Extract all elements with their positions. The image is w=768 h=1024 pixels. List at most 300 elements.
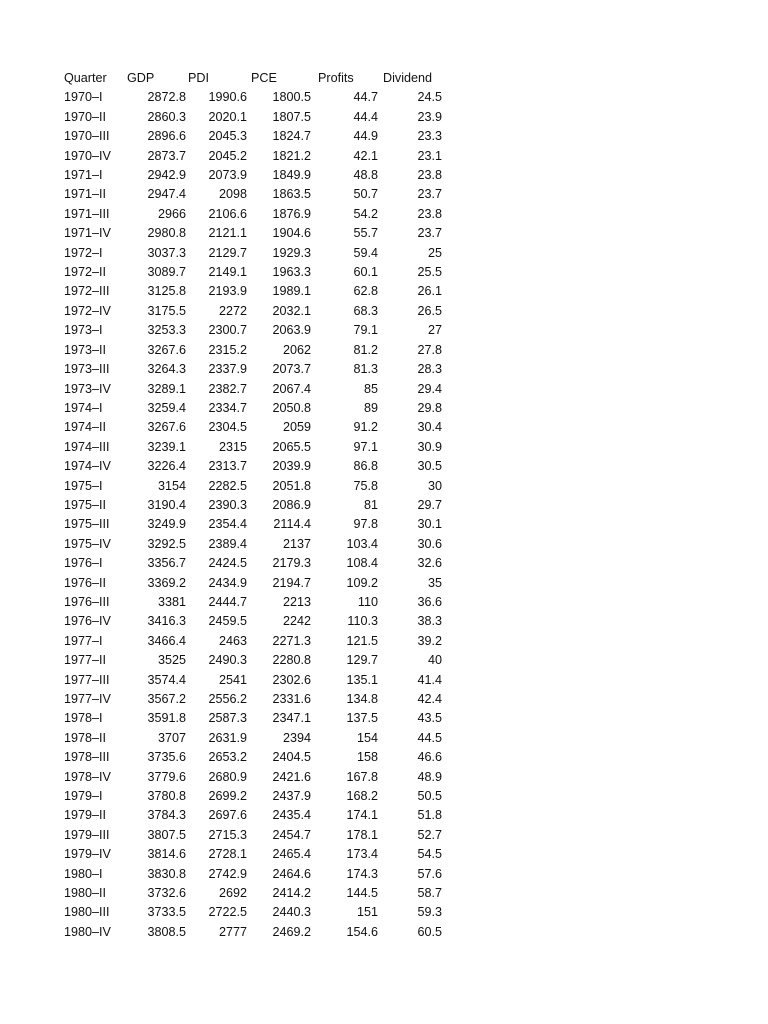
profits-cell: 154 [356, 730, 378, 745]
gdp-cell: 3525 [157, 653, 186, 668]
dividend-cell: 60.5 [417, 924, 442, 939]
pce-cell: 2394 [282, 730, 311, 745]
pce-cell: 2194.7 [272, 575, 311, 590]
pdi-cell: 2073.9 [208, 168, 247, 183]
pdi-cell: 2556.2 [208, 692, 247, 706]
profits-cell: 75.8 [353, 478, 378, 493]
dividend-cell: 30.5 [417, 459, 442, 474]
profits-cell: 158 [356, 750, 378, 765]
table-row [62, 845, 443, 864]
profits-cell: 103.4 [346, 536, 378, 551]
pce-cell: 1800.5 [272, 90, 311, 105]
dividend-cell: 23.7 [417, 187, 442, 202]
gdp-cell: 2860.3 [147, 109, 186, 124]
table-row [62, 748, 443, 767]
quarter-cell: 1975–IV [64, 536, 111, 551]
pce-cell: 2435.4 [272, 808, 311, 823]
pce-cell: 2051.8 [272, 478, 311, 493]
pdi-cell: 2680.9 [208, 769, 247, 784]
pce-cell: 2059 [282, 420, 311, 435]
pce-cell: 2242 [282, 614, 311, 629]
pce-cell: 2062 [282, 342, 311, 357]
pce-cell: 2464.6 [272, 866, 311, 881]
pdi-cell: 2315.2 [208, 342, 247, 357]
table-row [62, 768, 443, 787]
quarter-cell: 1978–IV [64, 769, 111, 784]
table-row [62, 418, 443, 437]
table-row [62, 457, 443, 476]
quarter-cell: 1973–IV [64, 381, 111, 396]
pce-cell: 1863.5 [272, 187, 311, 202]
gdp-cell: 3292.5 [147, 536, 186, 551]
pce-cell: 2302.6 [272, 672, 311, 687]
dividend-cell: 40 [427, 653, 442, 668]
pce-cell: 1824.7 [272, 129, 311, 144]
dividend-cell: 29.4 [417, 381, 442, 396]
gdp-cell: 3264.3 [147, 362, 186, 377]
quarter-cell: 1972–IV [64, 303, 111, 318]
pce-cell: 2440.3 [272, 905, 311, 920]
gdp-cell: 3735.6 [147, 750, 186, 765]
dividend-cell: 23.8 [417, 168, 442, 183]
pdi-cell: 2020.1 [208, 109, 247, 124]
profits-cell: 54.2 [353, 206, 378, 221]
dividend-cell: 23.1 [417, 148, 442, 163]
profits-cell: 144.5 [346, 886, 378, 901]
dividend-cell: 32.6 [417, 556, 442, 571]
pdi-cell: 2742.9 [208, 866, 247, 881]
pce-cell: 2114.4 [273, 517, 311, 532]
dividend-cell: 51.8 [417, 808, 442, 823]
header-pce: PCE [251, 71, 277, 85]
table-row [62, 923, 443, 942]
table-row [62, 632, 443, 651]
dividend-cell: 38.3 [417, 614, 442, 629]
pce-cell: 2421.6 [272, 769, 311, 784]
profits-cell: 85 [363, 381, 378, 396]
pce-cell: 2050.8 [272, 400, 311, 415]
pce-cell: 2465.4 [272, 847, 311, 862]
quarter-cell: 1972–II [64, 265, 107, 280]
quarter-cell: 1971–II [64, 187, 107, 202]
quarter-cell: 1971–IV [64, 226, 111, 241]
gdp-cell: 3253.3 [147, 323, 186, 338]
pce-cell: 1929.3 [272, 245, 311, 260]
pdi-cell: 2193.9 [208, 284, 247, 299]
dividend-cell: 59.3 [417, 905, 442, 920]
pce-cell: 1876.9 [272, 206, 311, 221]
pdi-cell: 2424.5 [208, 556, 247, 571]
table-row [62, 535, 443, 554]
profits-cell: 174.3 [346, 866, 378, 881]
table-row [62, 729, 443, 748]
header-row [62, 69, 443, 88]
profits-cell: 151 [356, 905, 378, 920]
dividend-cell: 57.6 [417, 866, 442, 881]
dividend-cell: 23.3 [417, 129, 442, 144]
gdp-cell: 3289.1 [147, 381, 186, 396]
profits-cell: 60.1 [353, 265, 378, 280]
gdp-cell: 3830.8 [147, 866, 186, 881]
profits-cell: 91.2 [353, 420, 378, 435]
table-row [62, 147, 443, 166]
profits-cell: 55.7 [353, 226, 378, 241]
table-row [62, 205, 443, 224]
pdi-cell: 2382.7 [208, 381, 247, 396]
quarter-cell: 1974–II [64, 420, 107, 435]
profits-cell: 97.8 [353, 517, 378, 532]
dividend-cell: 25 [427, 245, 442, 260]
profits-cell: 42.1 [353, 148, 378, 163]
pce-cell: 2032.1 [272, 303, 311, 318]
pdi-cell: 2337.9 [208, 362, 247, 377]
profits-cell: 50.7 [353, 187, 378, 202]
pdi-cell: 2434.9 [208, 575, 247, 590]
pce-cell: 2039.9 [272, 459, 311, 474]
gdp-cell: 3707 [157, 730, 186, 745]
quarter-cell: 1975–III [64, 517, 110, 532]
quarter-cell: 1978–II [64, 730, 107, 745]
header-dividend: Dividend [383, 71, 433, 85]
pce-cell: 2086.9 [272, 497, 311, 512]
quarter-cell: 1977–IV [64, 692, 111, 706]
pce-cell: 1821.2 [272, 148, 311, 163]
quarter-cell: 1976–III [64, 594, 110, 609]
dividend-cell: 43.5 [417, 711, 442, 726]
pdi-cell: 2315 [218, 439, 247, 454]
quarter-cell: 1979–I [64, 789, 103, 804]
quarter-cell: 1970–II [64, 109, 107, 124]
pdi-cell: 2459.5 [208, 614, 247, 629]
table-row [62, 127, 443, 146]
quarter-cell: 1974–I [64, 400, 103, 415]
gdp-cell: 2873.7 [147, 148, 186, 163]
table-row [62, 263, 443, 282]
pce-cell: 1807.5 [272, 109, 311, 124]
pdi-cell: 2129.7 [208, 245, 247, 260]
gdp-cell: 2942.9 [147, 168, 186, 183]
pdi-cell: 2699.2 [208, 789, 247, 804]
table-row [62, 612, 443, 631]
gdp-cell: 2980.8 [147, 226, 186, 241]
quarter-cell: 1975–I [64, 478, 103, 493]
profits-cell: 109.2 [346, 575, 378, 590]
pce-cell: 2213 [282, 594, 311, 609]
dividend-cell: 46.6 [417, 750, 442, 765]
quarter-cell: 1978–I [64, 711, 103, 726]
dividend-cell: 26.5 [417, 303, 442, 318]
table-row [62, 166, 443, 185]
gdp-cell: 3416.3 [147, 614, 186, 629]
header-pdi: PDI [188, 71, 209, 85]
dividend-cell: 50.5 [417, 789, 442, 804]
profits-cell: 178.1 [346, 827, 378, 842]
quarter-cell: 1976–I [64, 556, 103, 571]
gdp-cell: 3779.6 [147, 769, 186, 784]
quarter-cell: 1971–III [64, 206, 110, 221]
table-row [62, 515, 443, 534]
profits-cell: 108.4 [346, 556, 378, 571]
table-row [62, 496, 443, 515]
quarter-cell: 1975–II [64, 497, 107, 512]
pce-cell: 2063.9 [272, 323, 311, 338]
gdp-cell: 3239.1 [147, 439, 186, 454]
table-row [62, 671, 443, 690]
pce-cell: 2404.5 [272, 750, 311, 765]
quarter-cell: 1970–III [64, 129, 110, 144]
quarter-cell: 1971–I [64, 168, 103, 183]
dividend-cell: 36.6 [417, 594, 442, 609]
profits-cell: 97.1 [353, 439, 378, 454]
gdp-cell: 3267.6 [147, 342, 186, 357]
table-row [62, 341, 443, 360]
pdi-cell: 2722.5 [208, 905, 247, 920]
gdp-cell: 2966 [157, 206, 186, 221]
dividend-cell: 48.9 [417, 769, 442, 784]
table-row [62, 709, 443, 728]
gdp-cell: 3267.6 [147, 420, 186, 435]
table-body [62, 88, 443, 942]
gdp-cell: 3808.5 [147, 924, 186, 939]
dividend-cell: 27.8 [417, 342, 442, 357]
gdp-cell: 3732.6 [147, 886, 186, 901]
quarter-cell: 1979–II [64, 808, 107, 823]
quarter-cell: 1978–III [64, 750, 110, 765]
profits-cell: 79.1 [353, 323, 378, 338]
table-row [62, 787, 443, 806]
table-row [62, 244, 443, 263]
table-row [62, 826, 443, 845]
dividend-cell: 29.8 [417, 400, 442, 415]
gdp-cell: 3249.9 [147, 517, 186, 532]
pdi-cell: 2541 [218, 672, 247, 687]
pce-cell: 2454.7 [272, 827, 311, 842]
pdi-cell: 1990.6 [208, 90, 247, 105]
pce-cell: 2331.6 [272, 692, 311, 706]
gdp-cell: 3814.6 [147, 847, 186, 862]
pdi-cell: 2149.1 [208, 265, 247, 280]
profits-cell: 44.9 [353, 129, 378, 144]
table-row [62, 380, 443, 399]
gdp-cell: 3807.5 [147, 827, 186, 842]
quarter-cell: 1980–II [64, 886, 107, 901]
gdp-cell: 3574.4 [147, 672, 186, 687]
profits-cell: 121.5 [346, 633, 378, 648]
quarter-cell: 1974–IV [64, 459, 111, 474]
table-row [62, 651, 443, 670]
table-row [62, 477, 443, 496]
dividend-cell: 23.9 [417, 109, 442, 124]
table-row [62, 108, 443, 127]
profits-cell: 81 [363, 497, 378, 512]
profits-cell: 134.8 [346, 692, 378, 706]
dividend-cell: 39.2 [417, 633, 442, 648]
pdi-cell: 2728.1 [208, 847, 247, 862]
pdi-cell: 2490.3 [208, 653, 247, 668]
profits-cell: 167.8 [346, 769, 378, 784]
quarter-cell: 1976–II [64, 575, 107, 590]
table-row [62, 574, 443, 593]
quarter-cell: 1977–II [64, 653, 107, 668]
profits-cell: 110 [357, 594, 378, 609]
dividend-cell: 28.3 [417, 362, 442, 377]
pdi-cell: 2300.7 [208, 323, 247, 338]
pdi-cell: 2334.7 [208, 400, 247, 415]
gdp-cell: 3125.8 [147, 284, 186, 299]
table-row [62, 884, 443, 903]
header-profits: Profits [318, 71, 354, 85]
table-row [62, 185, 443, 204]
gdp-cell: 3175.5 [147, 303, 186, 318]
quarter-cell: 1979–IV [64, 847, 111, 862]
pce-cell: 2280.8 [272, 653, 311, 668]
pdi-cell: 2631.9 [208, 730, 247, 745]
dividend-cell: 23.7 [417, 226, 442, 241]
pdi-cell: 2777 [218, 924, 247, 939]
header-gdp: GDP [127, 71, 155, 85]
profits-cell: 59.4 [353, 245, 378, 260]
pdi-cell: 2106.6 [208, 206, 247, 221]
pdi-cell: 2463 [218, 633, 247, 648]
quarter-cell: 1977–I [64, 633, 103, 648]
gdp-cell: 3226.4 [147, 459, 186, 474]
gdp-cell: 2872.8 [147, 90, 186, 105]
pdi-cell: 2121.1 [208, 226, 247, 241]
pdi-cell: 2272 [218, 303, 247, 318]
pdi-cell: 2697.6 [208, 808, 247, 823]
dividend-cell: 30.9 [417, 439, 442, 454]
gdp-cell: 3089.7 [147, 265, 186, 280]
gdp-cell: 3466.4 [147, 633, 186, 648]
gdp-cell: 3591.8 [147, 711, 186, 726]
table-row [62, 554, 443, 573]
dividend-cell: 41.4 [417, 672, 442, 687]
gdp-cell: 3733.5 [147, 905, 186, 920]
pdi-cell: 2098 [218, 187, 247, 202]
gdp-cell: 2947.4 [147, 187, 186, 202]
pce-cell: 2271.3 [272, 633, 311, 648]
gdp-cell: 3356.7 [147, 556, 186, 571]
quarter-cell: 1972–I [64, 245, 103, 260]
dividend-cell: 52.7 [417, 827, 442, 842]
dividend-cell: 54.5 [417, 847, 442, 862]
dividend-cell: 42.4 [417, 692, 442, 706]
quarter-cell: 1980–I [64, 866, 103, 881]
pce-cell: 2414.2 [272, 886, 311, 901]
table-row [62, 865, 443, 884]
table-row [62, 399, 443, 418]
pce-cell: 2469.2 [272, 924, 311, 939]
pce-cell: 1963.3 [272, 265, 311, 280]
quarter-cell: 1970–I [64, 90, 103, 105]
header-quarter: Quarter [64, 71, 107, 85]
data-table [62, 69, 443, 942]
profits-cell: 68.3 [353, 303, 378, 318]
profits-cell: 174.1 [346, 808, 378, 823]
dividend-cell: 58.7 [417, 886, 442, 901]
profits-cell: 110.3 [347, 614, 378, 629]
pdi-cell: 2653.2 [208, 750, 247, 765]
dividend-cell: 30.6 [417, 536, 442, 551]
dividend-cell: 35 [427, 575, 442, 590]
profits-cell: 81.3 [353, 362, 378, 377]
gdp-cell: 2896.6 [147, 129, 186, 144]
gdp-cell: 3369.2 [147, 575, 186, 590]
quarter-cell: 1977–III [64, 672, 110, 687]
pdi-cell: 2282.5 [208, 478, 247, 493]
profits-cell: 44.7 [353, 90, 378, 105]
pdi-cell: 2587.3 [208, 711, 247, 726]
table-row [62, 593, 443, 612]
pce-cell: 2067.4 [272, 381, 311, 396]
pdi-cell: 2354.4 [208, 517, 247, 532]
pdi-cell: 2692 [218, 886, 247, 901]
pce-cell: 2437.9 [272, 789, 311, 804]
table-row [62, 282, 443, 301]
gdp-cell: 3381 [157, 594, 186, 609]
gdp-cell: 3567.2 [147, 692, 186, 706]
dividend-cell: 30.1 [417, 517, 442, 532]
gdp-cell: 3780.8 [147, 789, 186, 804]
table-row [62, 360, 443, 379]
quarter-cell: 1972–III [64, 284, 110, 299]
pdi-cell: 2390.3 [208, 497, 247, 512]
quarter-cell: 1980–IV [64, 924, 111, 939]
profits-cell: 62.8 [353, 284, 378, 299]
pce-cell: 2073.7 [272, 362, 311, 377]
gdp-cell: 3190.4 [147, 497, 186, 512]
dividend-cell: 30.4 [417, 420, 442, 435]
dividend-cell: 24.5 [417, 90, 442, 105]
profits-cell: 81.2 [353, 342, 378, 357]
dividend-cell: 27 [427, 323, 442, 338]
table-row [62, 302, 443, 321]
quarter-cell: 1973–III [64, 362, 110, 377]
dividend-cell: 44.5 [417, 730, 442, 745]
pce-cell: 1989.1 [272, 284, 311, 299]
table-row [62, 224, 443, 243]
pdi-cell: 2444.7 [208, 594, 247, 609]
pdi-cell: 2389.4 [208, 536, 247, 551]
table-row [62, 321, 443, 340]
pdi-cell: 2045.3 [208, 129, 247, 144]
quarter-cell: 1973–II [64, 342, 107, 357]
profits-cell: 168.2 [346, 789, 378, 804]
profits-cell: 129.7 [346, 653, 378, 668]
table-row [62, 903, 443, 922]
dividend-cell: 26.1 [417, 284, 442, 299]
profits-cell: 48.8 [353, 168, 378, 183]
dividend-cell: 30 [427, 478, 442, 493]
pdi-cell: 2313.7 [208, 459, 247, 474]
dividend-cell: 29.7 [417, 497, 442, 512]
pce-cell: 1849.9 [272, 168, 311, 183]
profits-cell: 44.4 [353, 109, 378, 124]
profits-cell: 89 [363, 400, 378, 415]
gdp-cell: 3037.3 [147, 245, 186, 260]
gdp-cell: 3259.4 [147, 400, 186, 415]
quarter-cell: 1979–III [64, 827, 110, 842]
quarter-cell: 1980–III [64, 905, 110, 920]
pce-cell: 2137 [282, 536, 311, 551]
dividend-cell: 23.8 [417, 206, 442, 221]
table-row [62, 438, 443, 457]
pce-cell: 2065.5 [272, 439, 311, 454]
pce-cell: 2347.1 [272, 711, 311, 726]
profits-cell: 86.8 [353, 459, 378, 474]
profits-cell: 135.1 [346, 672, 378, 687]
table-row [62, 806, 443, 825]
